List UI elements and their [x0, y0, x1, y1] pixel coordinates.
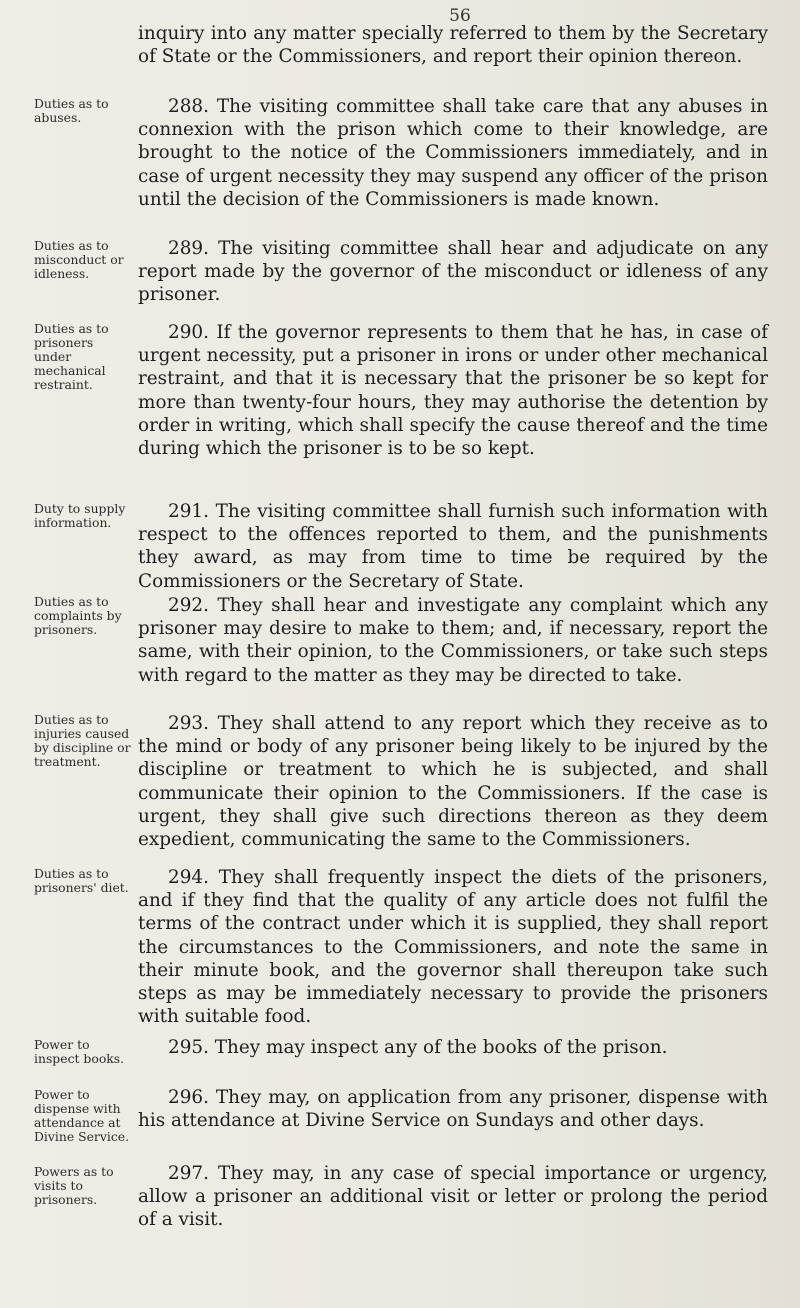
side-note-misconduct: Duties as to misconduct or idleness. — [34, 238, 124, 281]
side-note-visits: Powers as to visits to prisoners. — [34, 1164, 114, 1207]
paragraph-288 — [138, 95, 768, 211]
side-note-abuses: Duties as to abuses. — [34, 96, 109, 125]
paragraph-295 — [138, 1036, 768, 1059]
side-note-books: Power to inspect books. — [34, 1037, 125, 1066]
side-note-injuries: Duties as to injuries caused by discipline or treatment. — [34, 712, 131, 769]
paragraph-291 — [138, 500, 768, 593]
paragraph-text: 292. They shall hear and investigate any complaint which any prisoner may desire to make to them; and, if necessary, report the same, with their opinion, to the Commissioners, or take such steps with regard to the matter as they may be directed to take. — [138, 595, 768, 686]
paragraph-text: inquiry into any matter specially referred to them by the Secretary of State or the Commissioners, and report their opinion thereon. — [138, 23, 768, 68]
side-note-information: Duty to supply information. — [34, 501, 126, 530]
paragraph-293 — [138, 712, 768, 851]
paragraph-290 — [138, 321, 768, 460]
side-note-dispense: Power to dispense with attendance at Divine Service. — [34, 1087, 130, 1144]
paragraph-text: 291. The visiting committee shall furnish such information with respect to the offences reported to them, and the punishments they award, as may from time to time be required by the Commissioners or the Secretary of State. — [138, 501, 768, 592]
paragraph-289 — [138, 237, 768, 307]
paragraph-296 — [138, 1086, 768, 1132]
paragraph-292 — [138, 594, 768, 687]
paragraph-294 — [138, 866, 768, 1028]
paragraph-text: 288. The visiting committee shall take care that any abuses in connexion with the prison which come to their knowledge, are brought to the notice of the Commissioners immediately, and in case of urgent necessity they may suspend any officer of the prison until the decision of the Commissioners is made known. — [138, 96, 768, 210]
paragraph-text: 295. They may inspect any of the books of the prison. — [168, 1037, 668, 1058]
page-number: 56 — [449, 6, 471, 26]
paragraph-text: 290. If the governor represents to them that he has, in case of urgent necessity, put a prisoner in irons or under other mechanical restraint, and that it is necessary that the prisoner be so kept for more than twenty-four hours, they may authorise the detention by order in writing, which shall specify the cause thereof and the time during which the prisoner is to be so kept. — [138, 322, 768, 460]
paragraph-text: 293. They shall attend to any report which they receive as to the mind or body of any prisoner being likely to be injured by the discipline or treatment to which he is subjected, and shall communicate their opinion to the Commissioners. If the case is urgent, they shall give such directions thereon as they deem expedient, communicating the same to the Commissioners. — [138, 713, 768, 851]
paragraph-text: 297. They may, in any case of special importance or urgency, allow a prisoner an additional visit or letter or prolong the period of a visit. — [138, 1163, 768, 1231]
side-note-restraint: Duties as to prisoners under mechanical restraint. — [34, 321, 109, 392]
paragraph-297 — [138, 1162, 768, 1232]
side-note-diet: Duties as to prisoners' diet. — [34, 866, 129, 895]
paragraph-intro — [138, 22, 768, 68]
paragraph-text: 289. The visiting committee shall hear and adjudicate on any report made by the governor of the misconduct or idleness of any prisoner. — [138, 238, 768, 306]
paragraph-text: 294. They shall frequently inspect the diets of the prisoners, and if they find that the quality of any article does not fulfil the terms of the contract under which it is supplied, they shall report the circumstances to the Commissioners, and note the same in their minute book, and the governor shall thereupon take such steps as may be immediately necessary to provide the prisoners with suitable food. — [138, 867, 768, 1028]
side-note-complaints: Duties as to complaints by prisoners. — [34, 594, 122, 637]
paragraph-text: 296. They may, on application from any prisoner, dispense with his attendance at Divine Service on Sundays and other days. — [138, 1087, 768, 1132]
